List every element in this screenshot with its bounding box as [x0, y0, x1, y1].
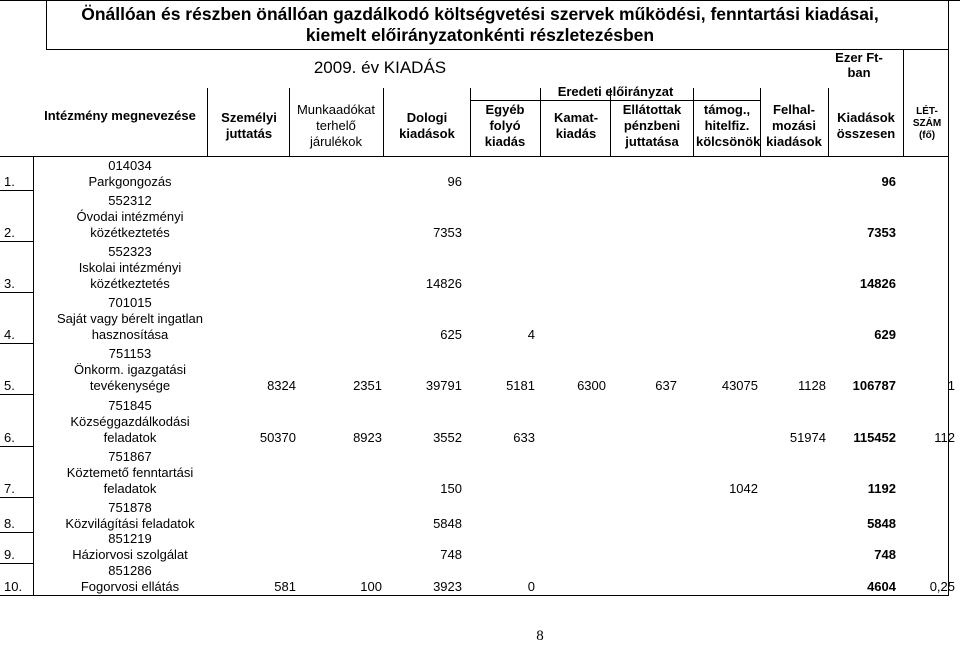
right-border: [948, 0, 949, 595]
institution-name-line: feladatok: [103, 481, 157, 496]
cell-dologi: 3923: [433, 579, 462, 594]
institution-name-line: Saját vagy bérelt ingatlan: [57, 311, 203, 326]
row-divider: [0, 446, 34, 447]
cell-munkaado: 2351: [353, 378, 382, 393]
institution-name: [40, 563, 220, 595]
unit-label: Ezer Ft-ban: [835, 50, 883, 80]
cell-egyeb: 4: [527, 327, 535, 342]
header-divider-9: [828, 88, 829, 156]
cell-dologi: 96: [447, 174, 462, 189]
cell-tamog: 43075: [721, 378, 758, 393]
institution-name: [40, 346, 220, 394]
institution-name: [40, 193, 220, 241]
institution-name: [40, 398, 220, 446]
cell-osszesen: 748: [874, 547, 896, 562]
institution-name: [40, 295, 220, 343]
cell-munkaado: 100: [360, 579, 382, 594]
table-bottom-line: [0, 595, 949, 596]
header-divider-1: [207, 88, 208, 156]
cell-osszesen: 4604: [867, 579, 896, 594]
header-letszam: LÉT-SZÁM (fő): [912, 106, 942, 141]
institution-name-line: hasznosítása: [91, 327, 169, 342]
header-felhal: Felhal-mozási kiadások: [766, 102, 822, 149]
title-line-2: kiemelt előirányzatonkénti részletezésben: [305, 25, 655, 45]
institution-name-line: Óvodai intézményi: [76, 209, 184, 224]
row-divider: [0, 343, 34, 344]
institution-name-line: Iskolai intézményi: [78, 260, 182, 275]
row-divider: [0, 497, 34, 498]
institution-code: 552312: [108, 193, 152, 208]
institution-name-line: feladatok: [103, 430, 157, 445]
header-bottom-line: [0, 156, 949, 157]
title-left-line: [46, 0, 47, 50]
header-ellatottak: Ellátottak pénzbeni juttatása: [622, 102, 682, 149]
title-bottom-line: [46, 49, 949, 50]
cell-dologi: 748: [440, 547, 462, 562]
page-number: 8: [536, 628, 544, 644]
cell-munkaado: 8923: [353, 430, 382, 445]
row-number: 1.: [4, 174, 15, 189]
cell-dologi: 14826: [425, 276, 462, 291]
cell-osszesen: 14826: [859, 276, 896, 291]
cell-dologi: 625: [440, 327, 462, 342]
cell-tamog: 1042: [729, 481, 758, 496]
subtitle: 2009. év KIADÁS: [313, 58, 447, 77]
cell-dologi: 5848: [433, 516, 462, 531]
border-top: [0, 0, 960, 1]
institution-code: 751153: [108, 346, 152, 361]
cell-felhal: 51974: [789, 430, 826, 445]
header-osszesen: Kiadások összesen: [836, 110, 896, 141]
header-szemelyi: Személyi juttatás: [221, 110, 277, 141]
cell-felhal: 1128: [798, 378, 826, 393]
row-number: 5.: [4, 378, 15, 393]
institution-code: 701015: [108, 295, 152, 310]
cell-egyeb: 0: [527, 579, 535, 594]
institution-name-line: közétkeztetés: [90, 225, 170, 240]
row-divider: [0, 563, 34, 564]
institution-name: [40, 531, 220, 563]
institution-name: [40, 244, 220, 292]
cell-egyeb: 633: [513, 430, 535, 445]
institution-code: 751845: [108, 398, 152, 413]
header-divider-10: [903, 50, 904, 156]
institution-name-line: Községgazdálkodási: [70, 414, 190, 429]
institution-name: [40, 500, 220, 532]
institution-code: 751867: [108, 449, 152, 464]
row-divider: [0, 292, 34, 293]
row-number: 3.: [4, 276, 15, 291]
cell-osszesen: 5848: [867, 516, 896, 531]
row-number: 10.: [4, 579, 23, 594]
institution-code: 014034: [108, 158, 152, 173]
cell-osszesen: 96: [881, 174, 896, 189]
header-intezmeny: Intézmény megnevezése: [44, 108, 196, 123]
cell-dologi: 39791: [425, 378, 462, 393]
group-header-line: [470, 100, 761, 101]
header-dologi: Dologi kiadások: [399, 110, 455, 141]
cell-letszam: 112: [934, 430, 955, 445]
institution-name-line: közétkeztetés: [90, 276, 170, 291]
header-tamog: támog., hitelfiz. kölcsönök: [696, 102, 761, 149]
rowno-divider: [33, 156, 34, 596]
institution-name-line: tevékenysége: [89, 378, 171, 393]
document-title: [0, 4, 960, 46]
cell-kamat: 6300: [577, 378, 606, 393]
title-line-1: Önállóan és részben önállóan gazdálkodó költségvetési szervek működési, fenntartási kiadásai,: [81, 4, 879, 24]
institution-name-line: Fogorvosi ellátás: [80, 579, 180, 594]
cell-osszesen: 7353: [867, 225, 896, 240]
header-munkaado: Munkaadókat terhelő járulékok: [296, 102, 376, 149]
group-header: Eredeti előirányzat: [557, 84, 674, 99]
row-number: 2.: [4, 225, 15, 240]
institution-name-line: Közvilágítási feladatok: [65, 516, 195, 531]
institution-name: [40, 449, 220, 497]
header-divider-3: [383, 88, 384, 156]
cell-szemelyi: 8324: [267, 378, 296, 393]
row-divider: [0, 190, 34, 191]
cell-letszam: 0,25: [929, 579, 955, 594]
header-egyeb: Egyéb folyó kiadás: [484, 102, 526, 149]
institution-code: 851286: [108, 563, 152, 578]
cell-osszesen: 629: [874, 327, 896, 342]
header-divider-2: [289, 88, 290, 156]
cell-dologi: 150: [440, 481, 462, 496]
cell-osszesen: 106787: [852, 378, 896, 393]
row-divider: [0, 241, 34, 242]
cell-szemelyi: 50370: [259, 430, 296, 445]
row-number: 6.: [4, 430, 15, 445]
cell-dologi: 3552: [433, 430, 462, 445]
cell-ellatottak: 637: [655, 378, 677, 393]
cell-osszesen: 1192: [867, 481, 896, 496]
header-kamat: Kamat-kiadás: [553, 110, 599, 141]
cell-egyeb: 5181: [506, 378, 535, 393]
cell-dologi: 7353: [433, 225, 462, 240]
row-number: 4.: [4, 327, 15, 342]
row-number: 8.: [4, 516, 15, 531]
cell-letszam: 1: [947, 378, 955, 393]
institution-code: 552323: [108, 244, 152, 259]
institution-name-line: Parkgongozás: [88, 174, 172, 189]
institution-name-line: Önkorm. igazgatási: [74, 362, 186, 377]
institution-name-line: Háziorvosi szolgálat: [72, 547, 188, 562]
row-divider: [0, 394, 34, 395]
institution-code: 851219: [108, 531, 152, 546]
institution-code: 751878: [108, 500, 152, 515]
row-divider: [0, 532, 34, 533]
row-number: 9.: [4, 547, 15, 562]
row-number: 7.: [4, 481, 15, 496]
cell-szemelyi: 581: [274, 579, 296, 594]
institution-name: [40, 158, 220, 190]
cell-osszesen: 115452: [853, 430, 896, 445]
institution-name-line: Köztemető fenntartási: [66, 465, 194, 480]
